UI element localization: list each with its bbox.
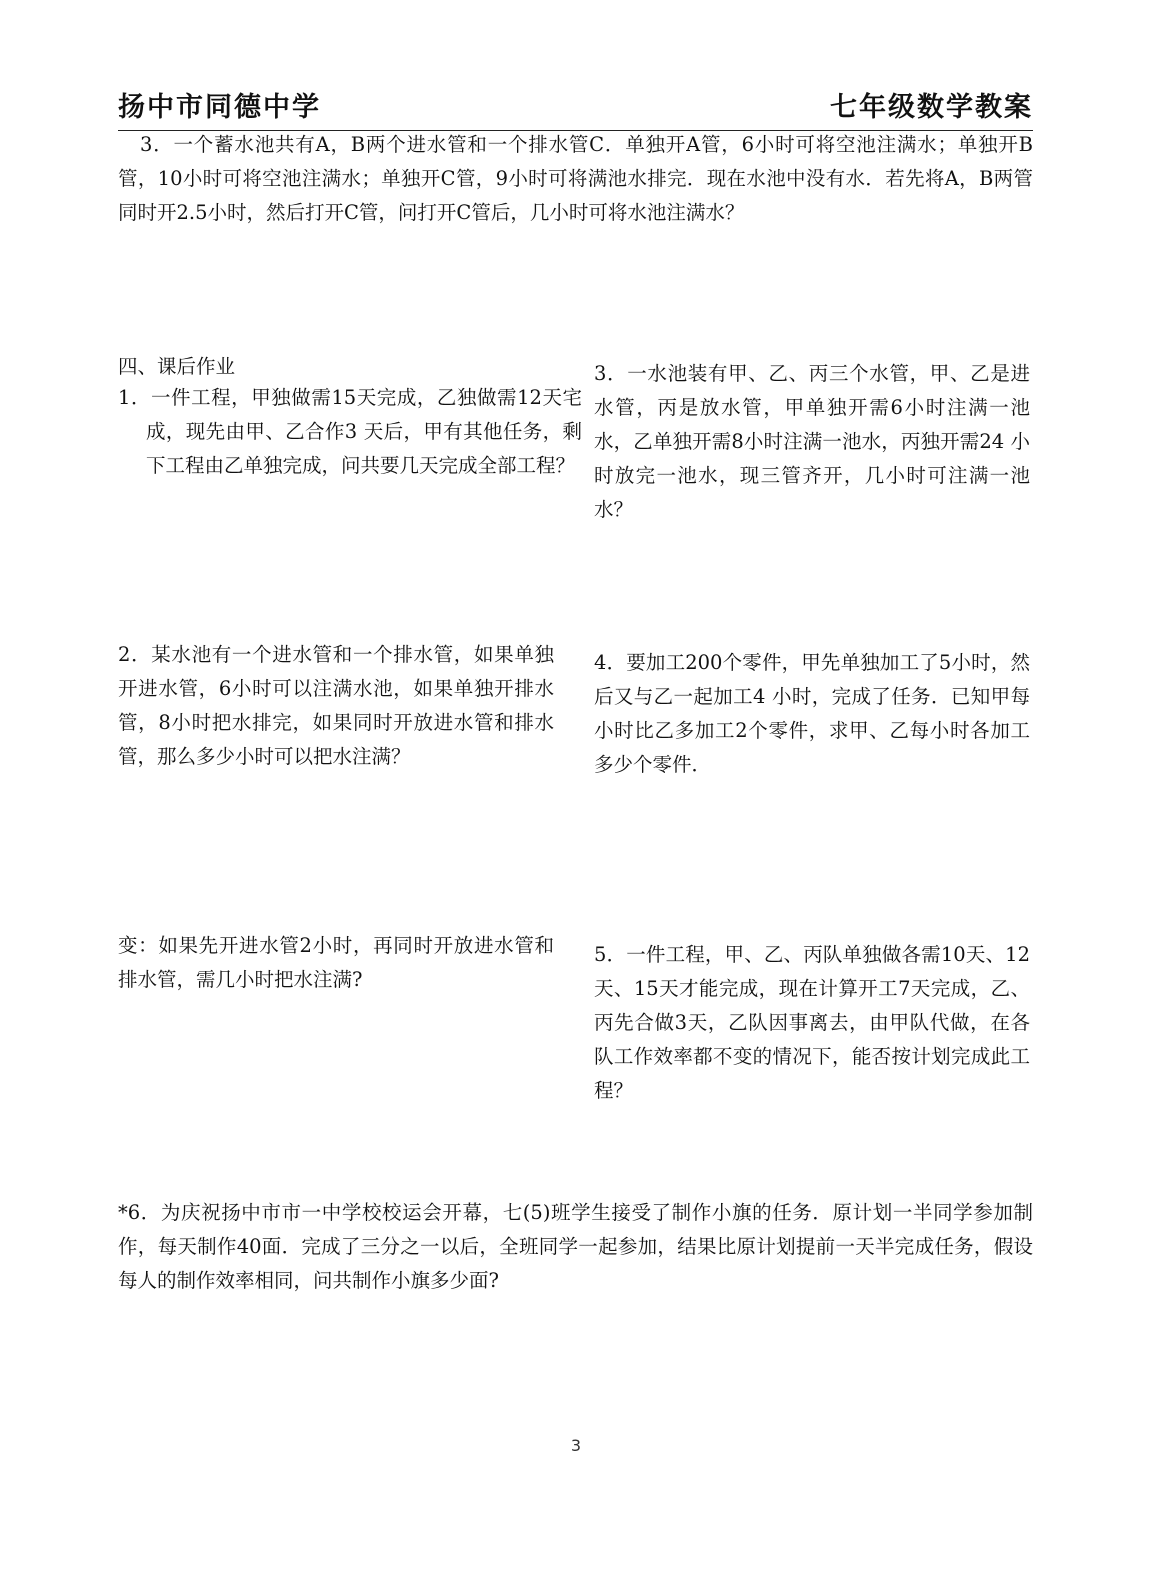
homework-question-6: *6．为庆祝扬中市市一中学校校运会开幕，七(5)班学生接受了制作小旗的任务．原计划一半同学参加制作，每天制作40面．完成了三分之一以后，全班同学一起参加，结果比原计划提前一天半完成任务，假设每人的制作效率相同，问共制作小旗多少面? [118, 1201, 1033, 1292]
page-number: 3 [570, 1436, 582, 1455]
question-3-reservoir [118, 128, 1033, 230]
homework-question-4: 4．要加工200个零件，甲先单独加工了5小时，然后又与乙一起加工4 小时，完成了任务．已知甲每小时比乙多加工2个零件，求甲、乙每小时各加工多少个零件． [594, 651, 1030, 776]
homework-question-2: 2．某水池有一个进水管和一个排水管，如果单独开进水管，6小时可以注满水池，如果单独开排水管，8小时把水排完，如果同时开放进水管和排水管，那么多少小时可以把水注满？ [118, 643, 554, 768]
homework-question-1: 1．一件工程，甲独做需15天完成，乙独做需12天宅成，现先由甲、乙合作3 天后，甲有其他任务，剩下工程由乙单独完成，问共要几天完成全部工程？ [118, 386, 582, 477]
section-title: 四、课后作业 [118, 355, 236, 378]
page-header [118, 86, 1033, 131]
document-subject: 七年级数学教案 [830, 92, 1033, 123]
homework-question-5: 5．一件工程，甲、乙、丙队单独做各需10天、12天、15天才能完成，现在计算开工7天完成，乙、丙先合做3天，乙队因事离去，由甲队代做，在各队工作效率都不变的情况下，能否按计划完成此工程？ [594, 943, 1030, 1102]
homework-question-2-variant: 变：如果先开进水管2小时，再同时开放进水管和排水管，需几小时把水注满? [118, 934, 554, 991]
homework-question-3: 3．一水池装有甲、乙、丙三个水管，甲、乙是进水管，丙是放水管，甲单独开需6小时注满一池水，乙单独开需8小时注满一池水，丙独开需24 小时放完一池水，现三管齐开，几小时可注满一池水？ [594, 362, 1030, 521]
question-3-text: 3．一个蓄水池共有A，B两个进水管和一个排水管C．单独开A管，6小时可将空池注满水；单独开B管，10小时可将空池注满水；单独开C管，9小时可将满池水排完．现在水池中没有水．若先将A，B两管同时开2.5小时，然后打开C管，问打开C管后，几小时可将水池注满水？ [118, 133, 1033, 224]
school-name: 扬中市同德中学 [118, 92, 321, 123]
